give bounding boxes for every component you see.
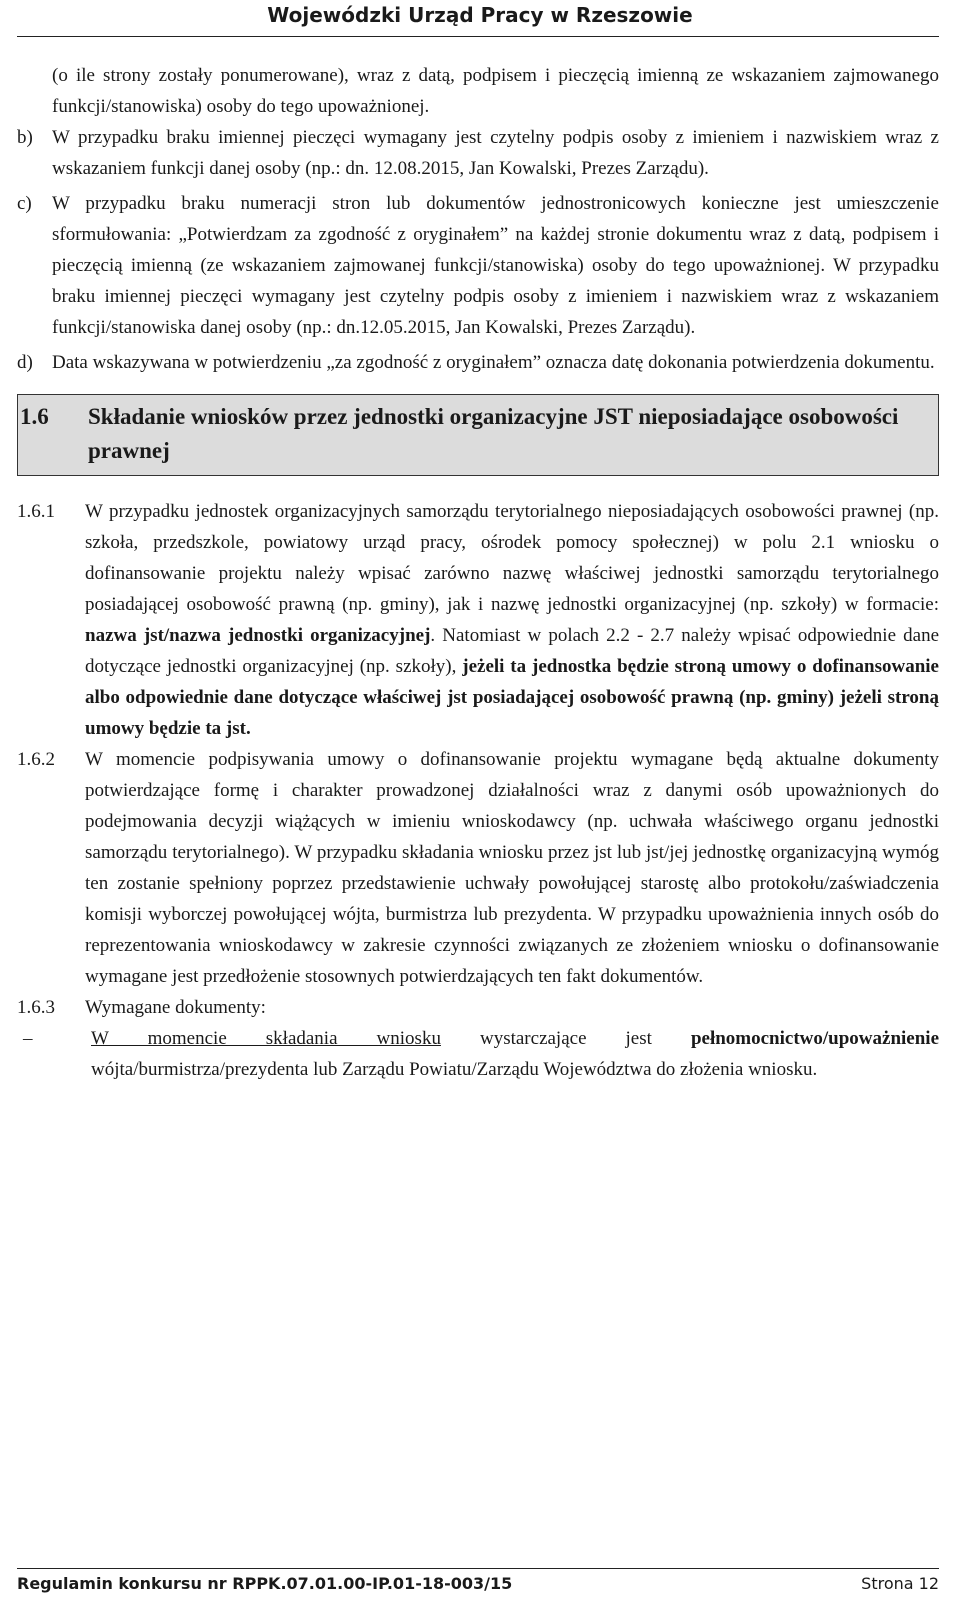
list-item-text: Data wskazywana w potwierdzeniu „za zgodność z oryginałem” oznacza datę dokonania potwierdzenia dokumentu. xyxy=(52,352,935,373)
list-item-d xyxy=(17,347,939,378)
list-label-empty xyxy=(17,60,52,122)
bold-run: jeżeli ta jednostka będzie stroną umowy o dofinansowanie albo odpowiednie dane dotyczące właściwej jst posiadającej osobowość prawną (np. gminy) jeżeli stroną umowy będzie ta jst. xyxy=(85,656,939,739)
dash-item-text xyxy=(91,1023,939,1085)
document-body xyxy=(17,60,939,1085)
subsection-text: W momencie podpisywania umowy o dofinansowanie projektu wymagane będą aktualne dokumenty potwierdzające formę i charakter prowadzonej działalności wraz z danymi osób upoważnionych do podejmowania decyzji wiążących w imieniu wnioskodawcy (np. uchwała właściwego organu jednostki samorządu terytorialnego). W przypadku składania wniosku przez jst lub jst/jej jednostkę organizacyjną wymóg ten zostanie spełniony poprzez przedstawienie uchwały powołującej starostę albo protokołu/zaświadczenia komisji wyborczej powołującej wójta, burmistrza lub prezydenta. W przypadku upoważnienia innych osób do reprezentowania wnioskodawcy w zakresie czynności związanych ze złożeniem wniosku o dofinansowanie wymagane jest przedłożenie stosownych potwierdzających ten fakt dokumentów. xyxy=(85,749,939,987)
bold-run: nazwa jst/nazwa jednostki organizacyjnej xyxy=(85,625,431,646)
section-title: Składanie wniosków przez jednostki organizacyjne JST nieposiadające osobowości prawnej xyxy=(88,404,899,463)
dash-bullet: – xyxy=(23,1028,33,1049)
list-label: d) xyxy=(17,352,33,373)
underlined-run: W momencie składania wniosku xyxy=(91,1028,441,1049)
section-number: 1.6 xyxy=(20,404,49,429)
list-item-continuation xyxy=(17,60,939,122)
text-run: wójta/burmistrza/prezydenta lub Zarządu Powiatu/Zarządu Województwa do złożenia wniosku. xyxy=(91,1059,818,1080)
paragraph-continuation: (o ile strony zostały ponumerowane), wraz z datą, podpisem i pieczęcią imienną ze wskazaniem zajmowanego funkcji/stanowiska) osoby do tego upoważnionej. xyxy=(52,65,939,117)
text-run: wystarczające jest xyxy=(440,1028,691,1049)
section-heading xyxy=(17,394,939,476)
list-label: c) xyxy=(17,193,32,214)
list-item-b xyxy=(17,122,939,184)
footer-divider xyxy=(17,1568,939,1569)
subsection-1-6-2 xyxy=(17,744,939,992)
page-header: Wojewódzki Urząd Pracy w Rzeszowie xyxy=(267,3,693,27)
subsection-number: 1.6.2 xyxy=(17,749,55,770)
subsection-1-6-3 xyxy=(17,992,939,1023)
subsection-text: Wymagane dokumenty: xyxy=(85,997,266,1018)
list-item-text: W przypadku braku imiennej pieczęci wymagany jest czytelny podpis osoby z imieniem i nazwiskiem wraz z wskazaniem funkcji danej osoby (np.: dn. 12.08.2015, Jan Kowalski, Prezes Zarządu). xyxy=(52,127,939,179)
header-divider xyxy=(17,36,939,37)
subsection-number: 1.6.3 xyxy=(17,997,55,1018)
bold-run: pełnomocnictwo/upoważnienie xyxy=(690,1028,940,1049)
subsection-text xyxy=(85,496,939,744)
list-item-text: W przypadku braku numeracji stron lub dokumentów jednostronicowych konieczne jest umieszczenie sformułowania: „Potwierdzam za zgodność z oryginałem” na każdej stronie dokumentu wraz z datą, podpisem i pieczęcią imienną (ze wskazaniem zajmowanej funkcji/stanowiska) osoby do tego upoważnionej. W przypadku braku imiennej pieczęci wymagany jest czytelny podpis osoby z imieniem i nazwiskiem wraz z wskazaniem funkcji/stanowiska danej osoby (np.: dn.12.05.2015, Jan Kowalski, Prezes Zarządu). xyxy=(52,193,939,338)
list-item-c xyxy=(17,188,939,343)
page-footer xyxy=(17,1573,939,1595)
dash-list-item xyxy=(17,1023,939,1085)
text-run: . Natomiast w polach 2.2 - 2.7 należy wpisać odpowiednie dane dotyczące jednostki organizacyjnej (np. szkoły), xyxy=(85,625,940,677)
text-run: W przypadku jednostek organizacyjnych samorządu terytorialnego nieposiadających osobowości prawnej (np. szkoła, przedszkole, powiatowy urząd pracy, ośrodek pomocy społecznej) w polu 2.1 wniosku o dofinansowanie projektu należy wpisać zarówno nazwę właściwej jednostki samorządu terytorialnego posiadającej osobowość prawną (np. gminy), jak i nazwę jednostki organizacyjnej (np. szkoły) w formacie: xyxy=(85,501,939,615)
page-number: Strona 12 xyxy=(861,1574,939,1593)
list-label: b) xyxy=(17,127,33,148)
subsection-number: 1.6.1 xyxy=(17,501,55,522)
subsection-1-6-1 xyxy=(17,496,939,744)
footer-regulation-id: Regulamin konkursu nr RPPK.07.01.00-IP.01-18-003/15 xyxy=(17,1574,513,1593)
